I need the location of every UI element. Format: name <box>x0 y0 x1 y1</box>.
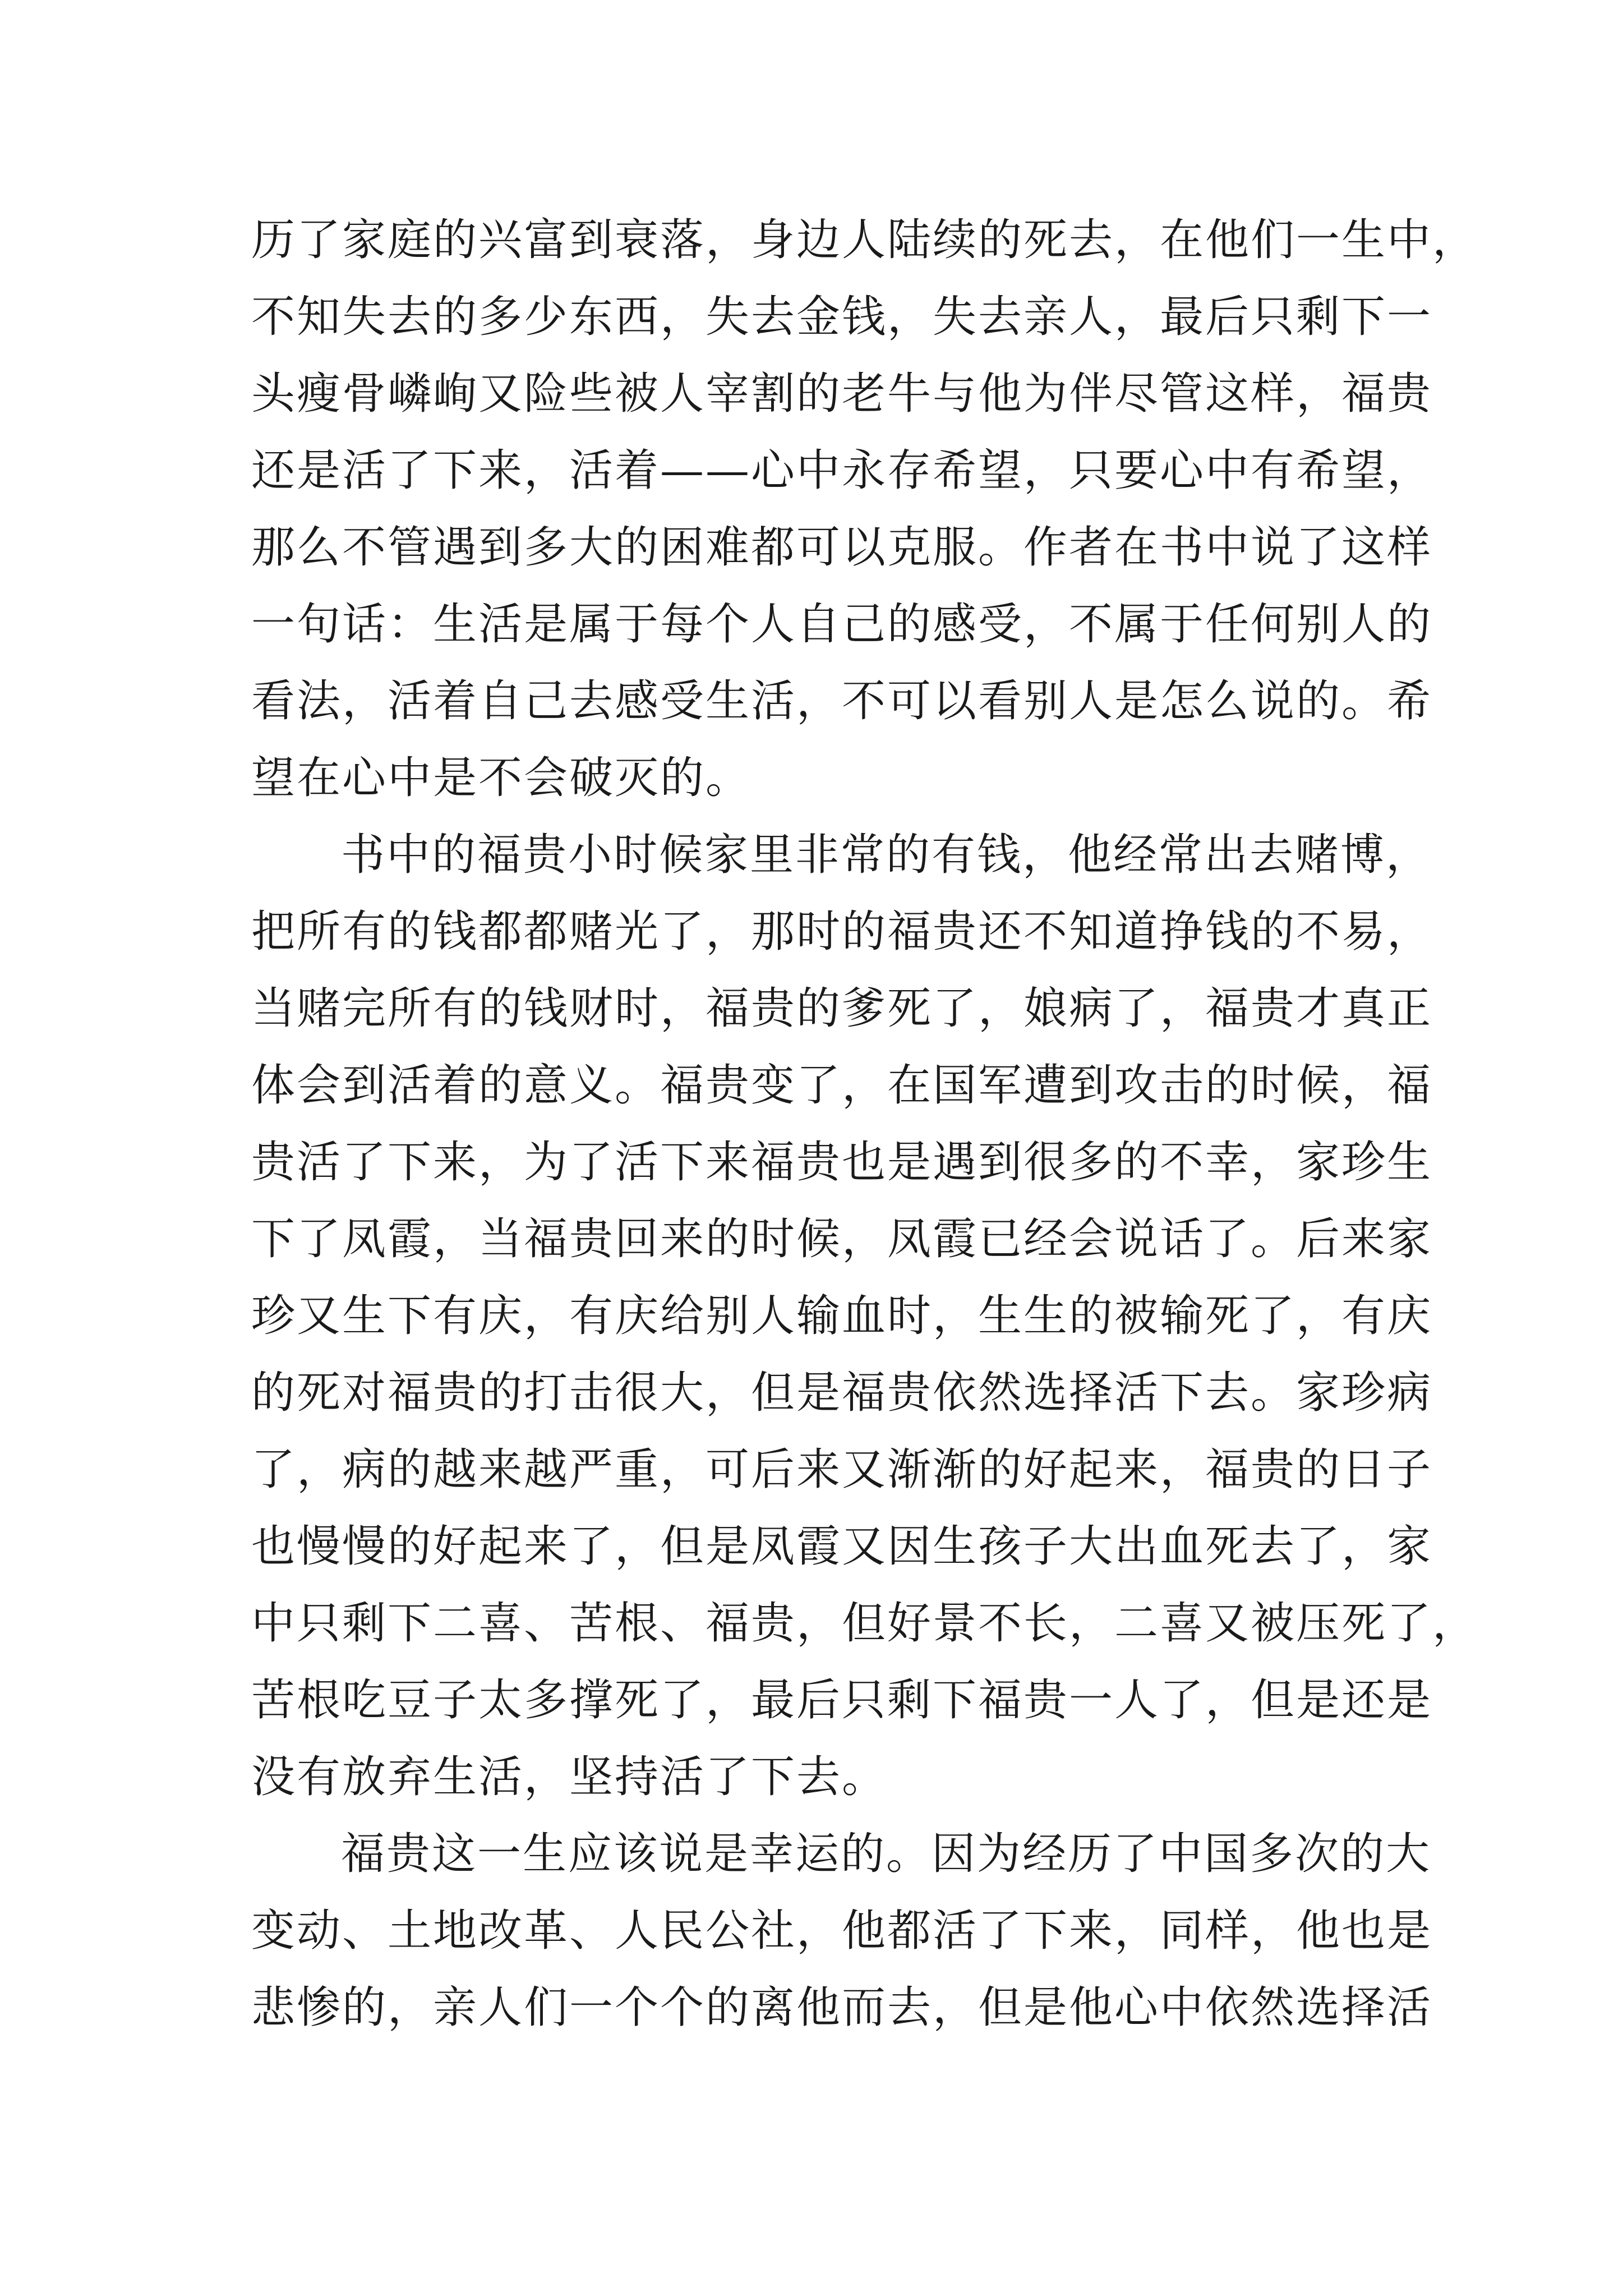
text-line: 中只剩下二喜、苦根、福贵，但好景不长，二喜又被压死了， <box>251 1598 1478 1649</box>
text-line: 头瘦骨嶙峋又险些被人宰割的老牛与他为伴尽管这样，福贵 <box>251 369 1433 419</box>
text-line: 悲惨的，亲人们一个个的离他而去，但是他心中依然选择活 <box>251 1982 1433 2033</box>
text-line: 当赌完所有的钱财时，福贵的爹死了，娘病了，福贵才真正 <box>251 983 1433 1034</box>
text-line: 珍又生下有庆，有庆给别人输血时，生生的被输死了，有庆 <box>251 1291 1433 1341</box>
text-line: 苦根吃豆子太多撑死了，最后只剩下福贵一人了，但是还是 <box>251 1675 1433 1726</box>
text-line: 历了家庭的兴富到衰落，身边人陆续的死去，在他们一生中， <box>251 215 1478 265</box>
text-line: 还是活了下来，活着——心中永存希望，只要心中有希望， <box>251 445 1433 496</box>
text-line: 贵活了下来，为了活下来福贵也是遇到很多的不幸，家珍生 <box>251 1137 1433 1188</box>
text-line: 把所有的钱都都赌光了，那时的福贵还不知道挣钱的不易， <box>251 907 1433 957</box>
text-line: 望在心中是不会破灭的。 <box>251 753 751 803</box>
text-line: 不知失去的多少东西，失去金钱，失去亲人，最后只剩下一 <box>251 292 1433 342</box>
text-line: 了，病的越来越严重，可后来又渐渐的好起来，福贵的日子 <box>251 1444 1433 1495</box>
paragraph-first-line: 福贵这一生应该说是幸运的。因为经历了中国多次的大 <box>341 1829 1432 1879</box>
text-line: 体会到活着的意义。福贵变了，在国军遭到攻击的时候，福 <box>251 1060 1433 1111</box>
text-line: 看法，活着自己去感受生活，不可以看别人是怎么说的。希 <box>251 676 1433 726</box>
text-line: 也慢慢的好起来了，但是凤霞又因生孩子大出血死去了，家 <box>251 1521 1433 1572</box>
text-line: 那么不管遇到多大的困难都可以克服。作者在书中说了这样 <box>251 522 1433 573</box>
text-line: 的死对福贵的打击很大，但是福贵依然选择活下去。家珍病 <box>251 1368 1433 1418</box>
text-line: 没有放弃生活，坚持活了下去。 <box>251 1752 888 1802</box>
paragraph-first-line: 书中的福贵小时候家里非常的有钱，他经常出去赌博， <box>341 830 1432 880</box>
text-line: 一句话：生活是属于每个人自己的感受，不属于任何别人的 <box>251 599 1433 650</box>
text-line: 下了凤霞，当福贵回来的时候，凤霞已经会说话了。后来家 <box>251 1214 1433 1264</box>
body-text <box>251 202 1478 2046</box>
text-line: 变动、土地改革、人民公社，他都活了下来，同样，他也是 <box>251 1906 1433 1956</box>
